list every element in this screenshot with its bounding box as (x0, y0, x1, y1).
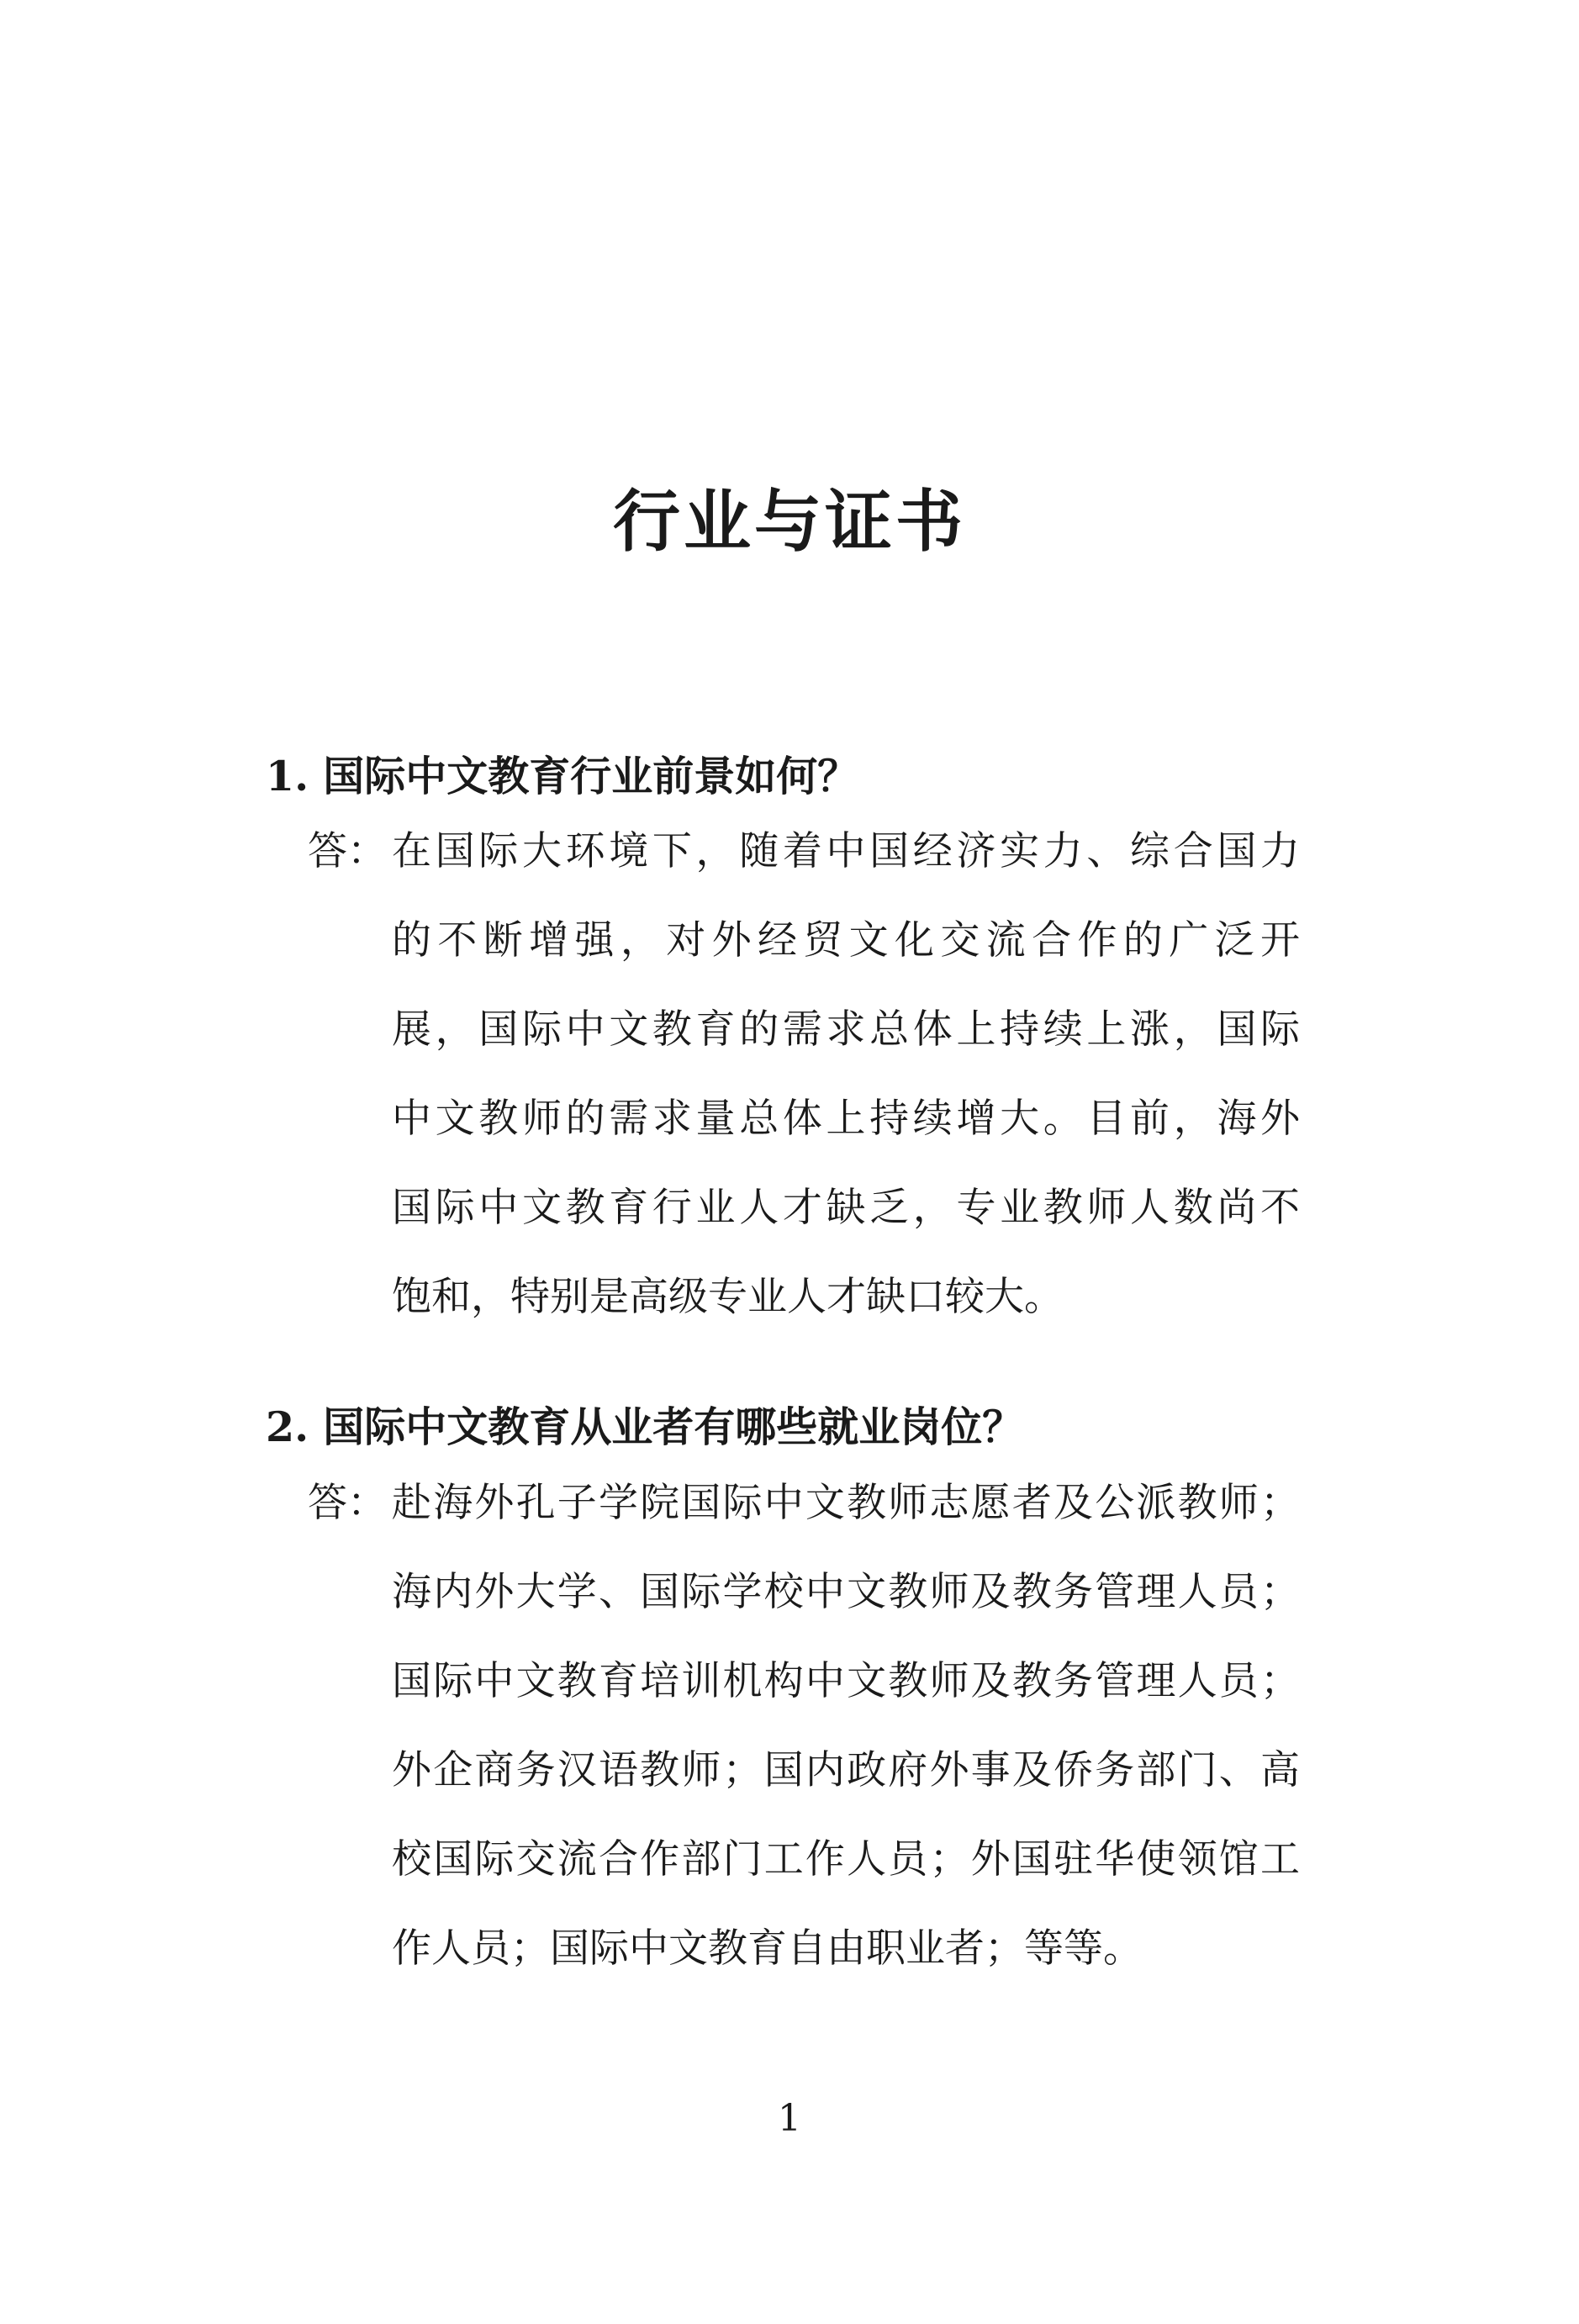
answer-2-label: 答： (308, 1480, 387, 1526)
answer-1-line: 在国际大环境下，随着中国经济实力、综合国力 (392, 828, 1300, 874)
answer-2-line: 外企商务汉语教师；国内政府外事及侨务部门、高 (392, 1747, 1300, 1793)
question-1-text: 国际中文教育行业前景如何？ (323, 753, 859, 800)
answer-2-line: 赴海外孔子学院国际中文教师志愿者及公派教师； (392, 1480, 1300, 1526)
question-1-number: 1. (266, 752, 309, 800)
answer-1 (308, 807, 1300, 1342)
answer-1-line: 饱和，特别是高级专业人才缺口较大。 (392, 1274, 1064, 1320)
question-2-number: 2. (266, 1402, 309, 1451)
question-2-text: 国际中文教育从业者有哪些就业岗位？ (323, 1403, 1024, 1451)
answer-1-line: 展，国际中文教育的需求总体上持续上涨，国际 (392, 1006, 1300, 1053)
answer-1-line: 国际中文教育行业人才缺乏，专业教师人数尚不 (392, 1185, 1300, 1231)
question-1-heading (266, 747, 1359, 806)
page-number: 1 (778, 2097, 801, 2140)
answer-2 (308, 1459, 1300, 1994)
question-2-heading (266, 1397, 1359, 1457)
answer-2-line: 海内外大学、国际学校中文教师及教务管理人员； (392, 1569, 1300, 1615)
answer-1-line: 中文教师的需求量总体上持续增大。目前，海外 (392, 1096, 1300, 1142)
answer-2-line: 校国际交流合作部门工作人员；外国驻华使领馆工 (392, 1836, 1300, 1883)
answer-2-line: 国际中文教育培训机构中文教师及教务管理人员； (392, 1658, 1300, 1704)
answer-1-label: 答： (308, 828, 387, 874)
answer-2-line: 作人员；国际中文教育自由职业者；等等。 (392, 1925, 1143, 1972)
page-title: 行业与证书 (613, 482, 966, 561)
answer-1-line: 的不断增强，对外经贸文化交流合作的广泛开 (392, 917, 1300, 964)
